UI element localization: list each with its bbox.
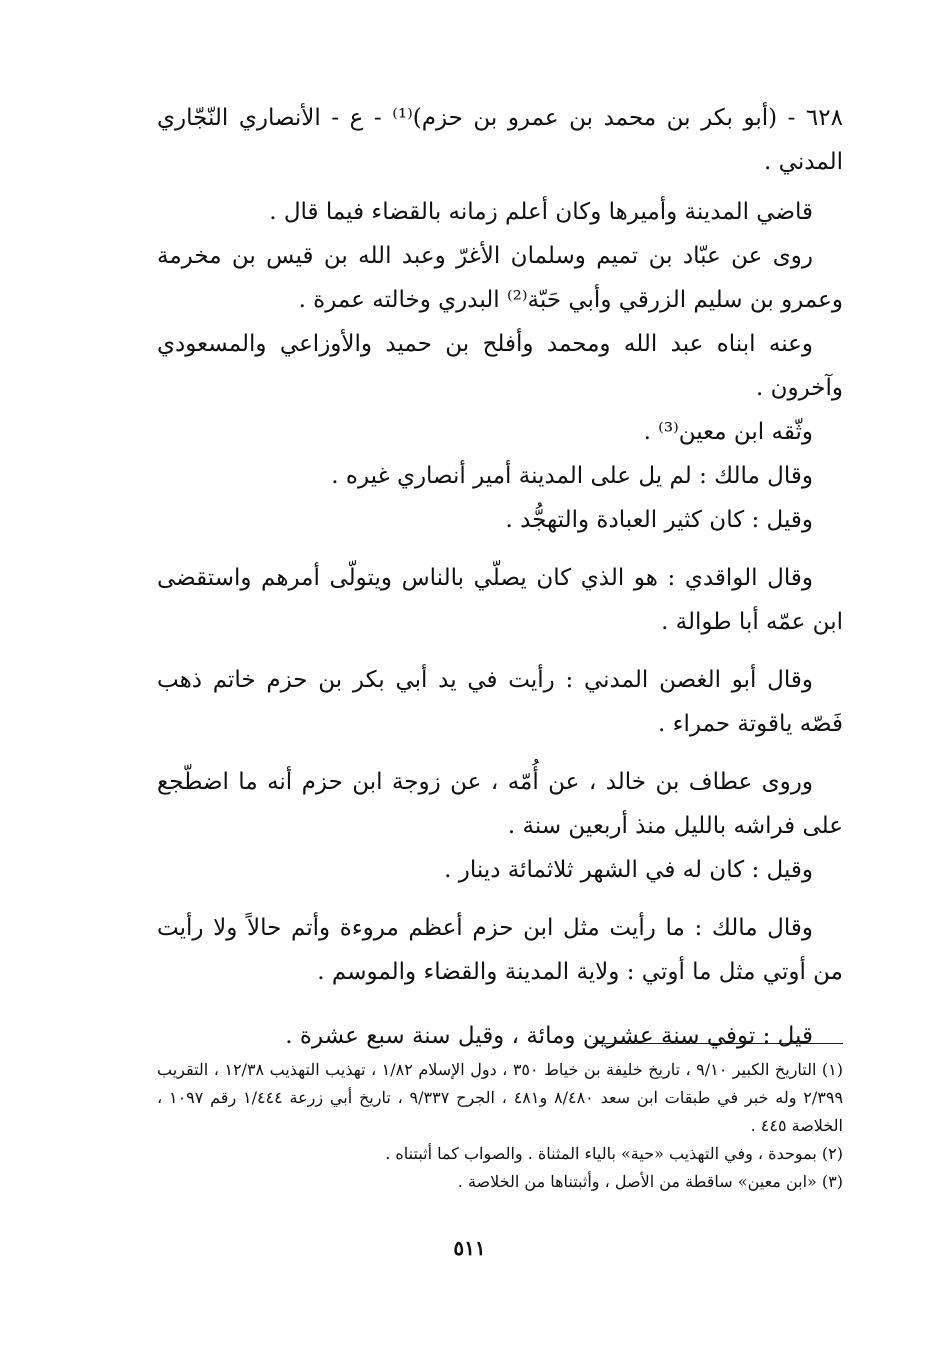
footnotes	[157, 1056, 843, 1196]
paragraph: وقال مالك : ما رأيت مثل ابن حزم أعظم مروءة وأتم حالاً ولا رأيت من أوتي مثل ما أوتي : ولاية المدينة والقضاء والموسم .	[157, 915, 843, 985]
paragraph: وعنه ابناه عبد الله ومحمد وأفلح بن حميد والأوزاعي والمسعودي وآخرون .	[157, 331, 843, 401]
main-text	[157, 96, 843, 1058]
paragraph: وروى عطاف بن خالد ، عن أُمّه ، عن زوجة ابن حزم أنه ما اضطّجع على فراشه بالليل منذ أربعين سنة .	[157, 769, 843, 839]
paragraph: وقال الواقدي : هو الذي كان يصلّي بالناس ويتولّى أمرهم واستقضى ابن عمّه أبا طوالة .	[157, 565, 843, 635]
paragraph: وقال مالك : لم يل على المدينة أمير أنصاري غيره .	[331, 463, 813, 489]
paragraph: وقيل : كان كثير العبادة والتهجُّد .	[505, 507, 813, 533]
paragraph: وثّقه ابن معين⁽³⁾ .	[643, 419, 813, 445]
entry-heading: ٦٢٨ - (أبو بكر بن محمد بن عمرو بن حزم)⁽¹⁾ - ع - الأنصاري النّجّاري المدني .	[157, 105, 843, 175]
footnote: (١) التاريخ الكبير ٩/١٠ ، تاريخ خليفة بن خياط ٣٥٠ ، دول الإسلام ١/٨٢ ، تهذيب التهذيب ١٢/٣٨ ، التقريب ٢/٣٩٩ وله خبر في طبقات ابن سعد ٨/٤٨٠ و٤٨١ ، الجرح ٩/٣٣٧ ، تاريخ أبي زرعة ١/٤٤٤ رقم ١٠٩٧ ، الخلاصة ٤٤٥ .	[157, 1060, 844, 1135]
paragraph: وقيل : كان له في الشهر ثلاثمائة دينار .	[444, 857, 813, 883]
footnote: (٢) بموحدة ، وفي التهذيب «حية» بالياء المثناة . والصواب كما أثبتناه .	[385, 1144, 843, 1163]
paragraph: قيل : توفي سنة عشرين ومائة ، وقيل سنة سبع عشرة .	[285, 1023, 813, 1049]
paragraph: قاضي المدينة وأميرها وكان أعلم زمانه بالقضاء فيما قال .	[269, 199, 813, 225]
footnote-divider	[593, 1043, 843, 1044]
paragraph: وقال أبو الغصن المدني : رأيت في يد أبي بكر بن حزم خاتم ذهب فَصّه ياقوتة حمراء .	[157, 667, 843, 737]
footnote: (٣) «ابن معين» ساقطة من الأصل ، وأثبتناها من الخلاصة .	[457, 1172, 843, 1191]
page-number: ٥١١	[453, 1236, 486, 1260]
paragraph: روى عن عبّاد بن تميم وسلمان الأغرّ وعبد الله بن قيس بن مخرمة وعمرو بن سليم الزرقي وأبي حَبّة⁽²⁾ البدري وخالته عمرة .	[157, 243, 843, 313]
